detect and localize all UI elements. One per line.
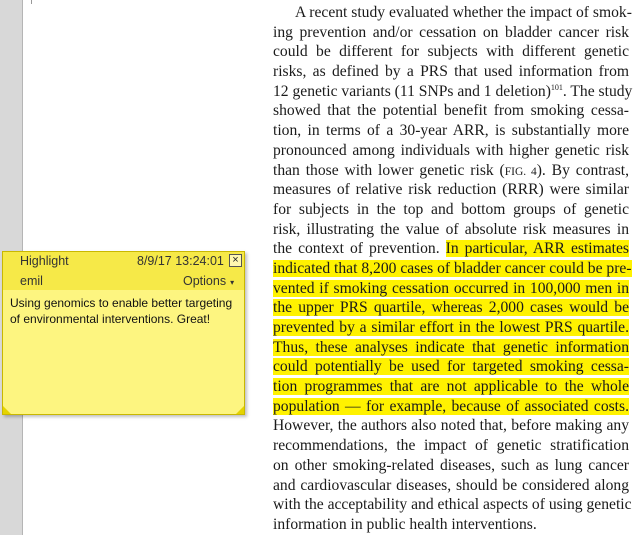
resize-handle-left[interactable] — [3, 406, 11, 414]
highlighted-text: Thus, these analyses indicate that genetic information — [273, 338, 629, 356]
line-text: risk, illustrating the value of absolute risk measures in — [273, 220, 629, 238]
line-text: However, the authors also noted that, before making any — [273, 417, 629, 435]
line-text: measures of relative risk reduction (RRR) were similar — [273, 181, 629, 199]
highlighted-text: vented if smoking cessation occurred in 100,000 men in — [273, 279, 629, 297]
chevron-down-icon[interactable]: ▾ — [230, 278, 235, 287]
text-line — [273, 476, 629, 496]
note-comment-text[interactable]: Using genomics to enable better targeting of environmental interventions. Great! — [10, 296, 233, 326]
close-icon[interactable]: × — [229, 254, 242, 267]
article-text-column — [273, 3, 633, 535]
options-label[interactable]: Options — [183, 274, 227, 288]
text-line — [273, 180, 629, 200]
text-line — [273, 259, 632, 279]
resize-handle-right[interactable] — [236, 406, 244, 414]
line-text: showed that the potential benefit from smoking cessa- — [273, 102, 629, 120]
text-line — [273, 220, 629, 240]
highlighted-text: tion programmes that are not applicable to the whole — [273, 378, 629, 396]
line-text: for subjects in the top and bottom groups of genetic — [273, 200, 629, 218]
highlighted-text: In particular, ARR estimates — [445, 240, 629, 258]
highlighted-text: indicated that 8,200 cases of bladder cancer could be pre- — [273, 259, 632, 277]
text-line — [273, 456, 629, 476]
highlighted-text: population — for example, because of associated costs. — [273, 397, 629, 415]
text-line — [273, 338, 629, 358]
line-text: ing prevention and/or cessation on bladder cancer risk — [273, 23, 629, 41]
line-text: A recent study evaluated whether the impact of smok- — [295, 4, 632, 21]
note-timestamp: 8/9/17 13:24:01 — [137, 254, 224, 268]
text-line — [273, 3, 632, 23]
line-text: than those with lower genetic risk ( — [273, 161, 505, 179]
text-line — [273, 357, 629, 377]
text-line — [273, 23, 629, 43]
line-text: information in public health interventions. — [273, 515, 537, 533]
line-text: pronounced among individuals with higher genetic risk — [273, 141, 629, 159]
page-tick — [31, 0, 32, 4]
sticky-note-popup[interactable] — [2, 251, 245, 415]
note-author: emil — [20, 274, 43, 288]
text-line — [273, 416, 629, 436]
line-text: risks, as defined by a PRS that used information from — [273, 63, 629, 81]
text-line — [273, 82, 633, 102]
text-line — [273, 279, 629, 299]
note-options-menu[interactable] — [183, 274, 234, 288]
note-type-label: Highlight — [20, 254, 69, 268]
text-line — [273, 377, 629, 397]
figure-reference: FIG. 4 — [504, 165, 537, 178]
text-line — [273, 121, 629, 141]
highlighted-text: could potentially be used for targeted smoking cessa- — [273, 358, 629, 376]
line-text: on other smoking-related diseases, such as lung cancer — [273, 456, 629, 474]
text-line — [273, 515, 629, 535]
text-line — [273, 436, 629, 456]
text-line — [273, 495, 632, 515]
citation-superscript: 101 — [550, 82, 563, 92]
line-text: ). By contrast, — [536, 161, 629, 179]
text-line — [273, 62, 629, 82]
line-text: the context of prevention. — [273, 240, 446, 258]
highlighted-text: the upper PRS quartile, whereas 2,000 cases would be — [273, 299, 629, 317]
text-line — [273, 200, 629, 220]
text-line — [273, 101, 629, 121]
text-line — [273, 141, 629, 161]
line-text: . The study — [562, 82, 633, 100]
line-text: with the acceptability and ethical aspects of using genetic — [273, 496, 632, 514]
text-line — [273, 318, 629, 338]
line-text: and cardiovascular diseases, should be considered along — [273, 476, 629, 494]
text-line — [273, 42, 629, 62]
text-line — [273, 298, 629, 318]
text-line — [273, 239, 629, 259]
line-text: could be different for subjects with different genetic — [273, 43, 629, 61]
text-line — [273, 161, 629, 181]
text-line — [273, 397, 629, 417]
line-text: tion, in terms of a 30-year ARR, is substantially more — [273, 122, 629, 140]
highlighted-text: prevented by a similar effort in the lowest PRS quartile. — [273, 319, 629, 336]
line-text: 12 genetic variants (11 SNPs and 1 deletion) — [273, 82, 551, 100]
line-text: recommendations, the impact of genetic stratification — [273, 437, 629, 455]
